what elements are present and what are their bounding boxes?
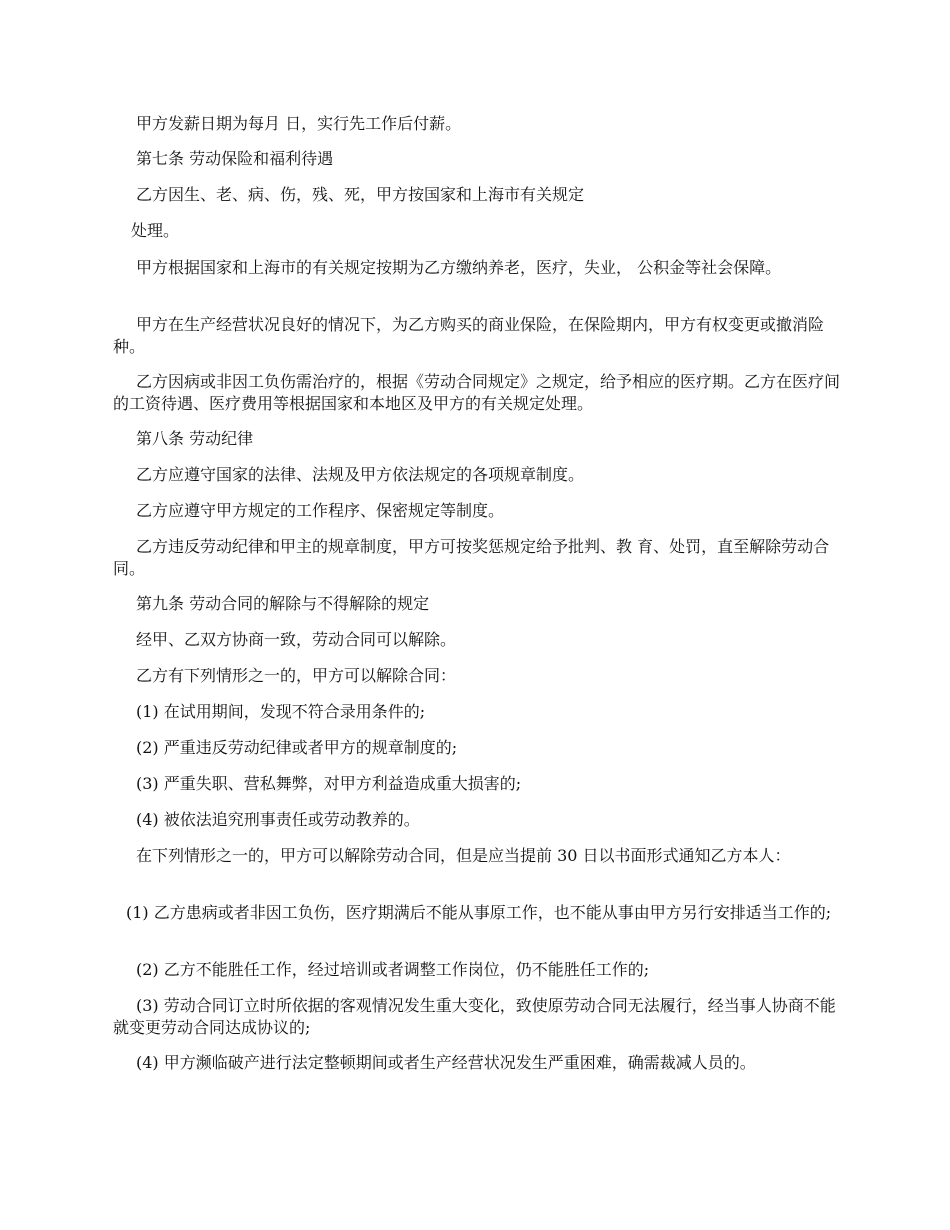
paragraph-comply-procedures: 乙方应遵守甲方规定的工作程序、保密规定等制度。: [136, 501, 505, 520]
list-item-illness: (1) 乙方患病或者非因工负伤，医疗期满后不能从事原工作，也不能从事由甲方另行安排适当工作的;: [126, 903, 832, 922]
list-item-misconduct: (3) 严重失职、营私舞弊，对甲方利益造成重大损害的;: [136, 774, 522, 793]
paragraph-handling: 处理。: [131, 221, 180, 240]
heading-article-9: 第九条 劳动合同的解除与不得解除的规定: [136, 594, 430, 613]
list-item-circumstance-change: (3) 劳动合同订立时所依据的客观情况发生重大变化，致使原劳动合同无法履行，经当事人协商不能就变更劳动合同达成协议的;: [113, 996, 836, 1037]
list-item-incompetence: (2) 乙方不能胜任工作，经过培训或者调整工作岗位，仍不能胜任工作的;: [136, 960, 650, 979]
paragraph-termination-cases: 乙方有下列情形之一的，甲方可以解除合同：: [136, 666, 457, 685]
heading-article-7: 第七条 劳动保险和福利待遇: [136, 149, 334, 168]
list-item-criminal-liability: (4) 被依法追究刑事责任或劳动教养的。: [136, 810, 420, 829]
heading-article-8: 第八条 劳动纪律: [136, 429, 254, 448]
paragraph-social-security: 甲方根据国家和上海市的有关规定按期为乙方缴纳养老，医疗，失业， 公积金等社会保障。: [136, 258, 782, 277]
list-item-bankruptcy: (4) 甲方濒临破产进行法定整顿期间或者生产经营状况发生严重困难，确需裁减人员的。: [136, 1053, 756, 1072]
paragraph-commercial-insurance: 甲方在生产经营状况良好的情况下，为乙方购买的商业保险，在保险期内，甲方有权变更或撤消险种。: [113, 315, 825, 356]
paragraph-medical-period: 乙方因病或非因工负伤需治疗的，根据《劳动合同规定》之规定，给予相应的医疗期。乙方在医疗间的工资待遇、医疗费用等根据国家和本地区及甲方的有关规定处理。: [113, 372, 841, 413]
paragraph-pay-date: 甲方发薪日期为每月 日，实行先工作后付薪。: [136, 114, 462, 133]
paragraph-mutual-termination: 经甲、乙双方协商一致，劳动合同可以解除。: [136, 630, 457, 649]
paragraph-notice-termination: 在下列情形之一的，甲方可以解除劳动合同，但是应当提前 30 日以书面形式通知乙方本人：: [136, 846, 791, 865]
paragraph-insurance-rules: 乙方因生、老、病、伤，残、死，甲方按国家和上海市有关规定: [136, 185, 585, 204]
list-item-probation: (1) 在试用期间，发现不符合录用条件的;: [136, 702, 426, 721]
paragraph-discipline-violation: 乙方违反劳动纪律和甲主的规章制度，甲方可按奖惩规定给予批判、教 育、处罚，直至解除劳动合同。: [113, 537, 830, 578]
paragraph-comply-laws: 乙方应遵守国家的法律、法规及甲方依法规定的各项规章制度。: [136, 465, 585, 484]
list-item-serious-violation: (2) 严重违反劳动纪律或者甲方的规章制度的;: [136, 738, 458, 757]
